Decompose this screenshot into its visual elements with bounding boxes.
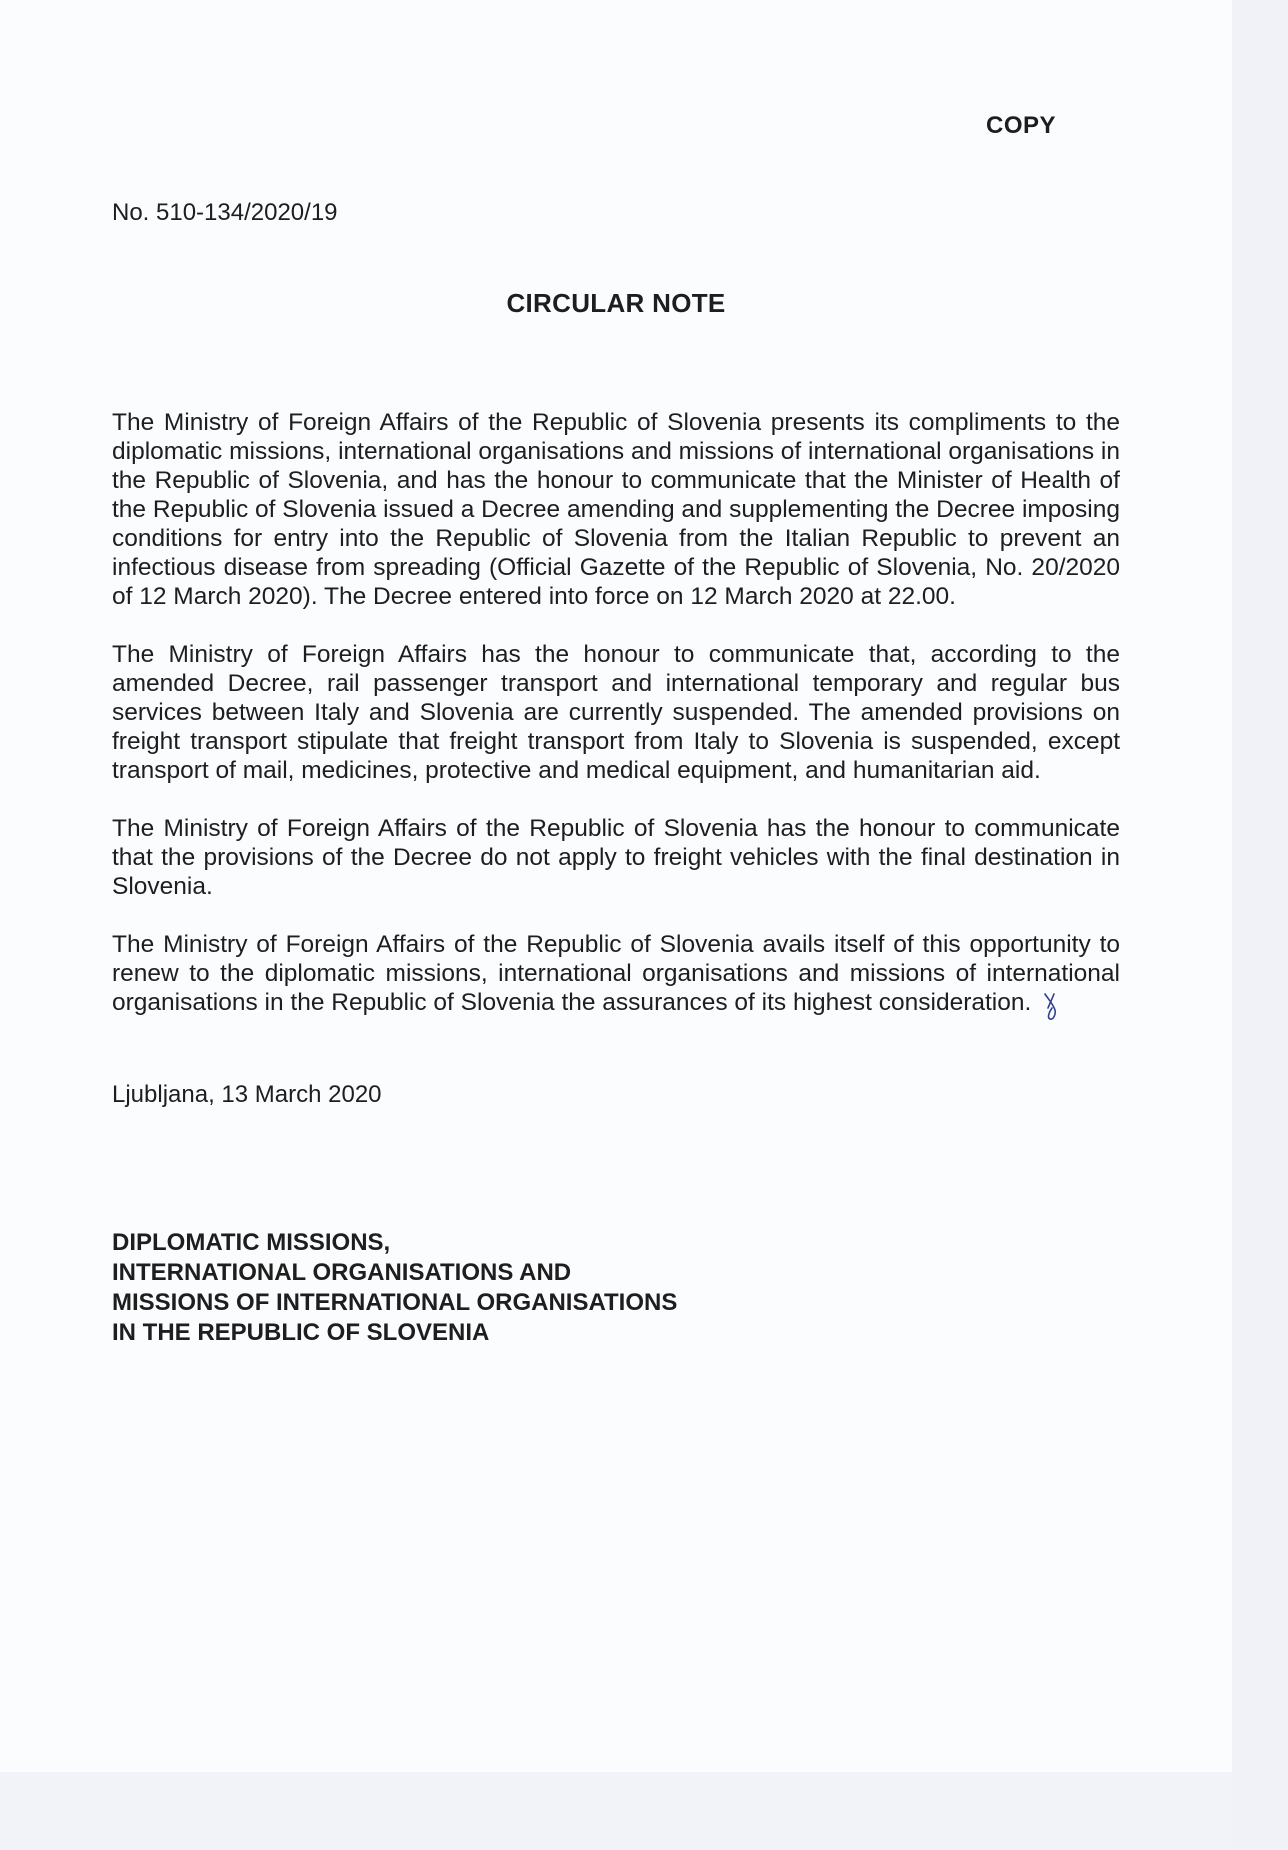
reference-number: No. 510-134/2020/19	[112, 199, 338, 226]
document-title: CIRCULAR NOTE	[506, 288, 726, 318]
handwritten-initial-icon	[1041, 990, 1061, 1024]
paragraph: The Ministry of Foreign Affairs has the honour to communicate that, according to the amended Decree, rail passenger transport and international temporary and regular bus services between Italy and Slovenia are currently suspended. The amended provisions on freight transport stipulate that freight transport from Italy to Slovenia is suspended, except transport of mail, medicines, protective and medical equipment, and humanitarian aid.	[112, 641, 1120, 784]
addressee-line: IN THE REPUBLIC OF SLOVENIA	[112, 1319, 490, 1346]
copy-mark: COPY	[985, 112, 1056, 139]
addressee-line: DIPLOMATIC MISSIONS,	[112, 1229, 391, 1256]
scan-margin-bottom	[0, 1772, 1232, 1850]
scan-margin-right	[1232, 0, 1288, 1850]
addressee-line: MISSIONS OF INTERNATIONAL ORGANISATIONS	[112, 1289, 678, 1316]
addressee-line: INTERNATIONAL ORGANISATIONS AND	[112, 1259, 572, 1286]
place-and-date: Ljubljana, 13 March 2020	[112, 1081, 382, 1108]
paragraph: The Ministry of Foreign Affairs of the Republic of Slovenia avails itself of this opportunity to renew to the diplomatic missions, international organisations and missions of international organisations in the Republic of Slovenia the assurances of its highest consideration.	[112, 931, 1120, 1016]
paragraph-closing	[112, 930, 1120, 1024]
paragraph: The Ministry of Foreign Affairs of the Republic of Slovenia has the honour to communicate that the provisions of the Decree do not apply to freight vehicles with the final destination in Slovenia.	[112, 815, 1120, 900]
paragraph: The Ministry of Foreign Affairs of the Republic of Slovenia presents its compliments to the diplomatic missions, international organisations and missions of international organisations in the Republic of Slovenia, and has the honour to communicate that the Minister of Health of the Republic of Slovenia issued a Decree amending and supplementing the Decree imposing conditions for entry into the Republic of Slovenia from the Italian Republic to prevent an infectious disease from spreading (Official Gazette of the Republic of Slovenia, No. 20/2020 of 12 March 2020). The Decree entered into force on 12 March 2020 at 22.00.	[112, 409, 1120, 610]
note-body	[112, 408, 1120, 1053]
addressee-block	[112, 1228, 677, 1348]
